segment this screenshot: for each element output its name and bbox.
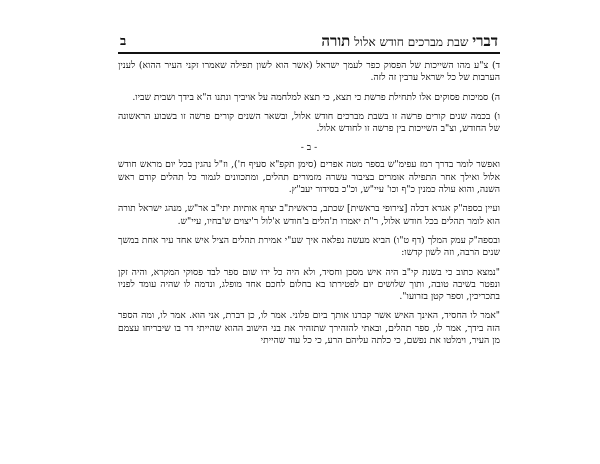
paragraph: ה) סמיכות פסוקים אלו לתחילת פרשת כי תצא, כי תצא למלחמה על אויביך ונתנו ה"א בידך ושבית שביו. bbox=[132, 91, 500, 103]
section-divider: - ב - bbox=[300, 142, 318, 154]
paragraph: ו) בכמה שנים קורים פרשה זו בשבת מברכים חודש אלול, ובשאר השנים קורים פרשה זו בשבוע הראשונה של החודש, וצ"ב השייכות בין פרשה זו לחודש אלול. bbox=[118, 110, 500, 135]
paragraph: ואפשר לומר בדרך רמז עפימ"ש בספר מטה אפרים (סימן תקפ"א סעיף ח'), וז"ל נהגין בכל יום מראש חודש אלול ואילך אחר התפילה אומרים בציבור עשרה מזמורים תהלים, ומתכוונים לגמור כל תהלים קודם ראש השנה, והוא עולה כמנין כ"ף וכו' עיי"ש, וכ"כ בסידור יעב"ץ. bbox=[118, 159, 500, 196]
header-title-end: תורה bbox=[321, 32, 351, 50]
paragraph: "אמר לו החסיד, האינך האיש אשר קברנו אותך ביום פלוני. אמר לו, כן דברת, אני הוא. אמר לו, ומה הספר הזה בידך, אמר לו, ספר תהלים, ובאתי להזהירך שתזהיר את בני הישוב ההוא שהייתי דר בו שיבריחו עצמם מן העיר, וימלטו את נפשם, כי כלתה עליהם הרע, כי כל עוד שהייתי bbox=[118, 310, 500, 347]
running-header bbox=[118, 32, 500, 54]
document-page bbox=[118, 32, 500, 354]
paragraph: "נמצא כתוב כי בשנת קי"ב היה איש מסכן וחסיד, ולא היה כל ידו שום ספר לבד פסוקי המקרא, והיה זקן ונפטר בשיבה טובה, ותוך שלושים יום לפטירתו בא בחלום לחכם אחד מופלג, ונדמה לו שהיה עומד לפניו בתכריכין, וספר קטן בזרועו". bbox=[118, 266, 500, 303]
paragraph: ובספה"ק עמק המלך (דף ט"ו) הביא מעשה נפלאה איך שע"י אמירת תהלים הציל איש אחד עיר אחת במשך שנים הרבה, וזה לשון קדשו: bbox=[118, 234, 500, 259]
paragraph: ועיין בספה"ק אגרא דכלה [צירופי בראשית] שכתב, בראשית"ב יצרף אותיות יתי"ב אר"ש, מנהג ישראל תורה הוא לומר תהלים בכל חודש אלול, ר"ת יאמרו ת'הלים ב'חודש א'לול ר'יצוים ש'בחיו, עיי"ש. bbox=[118, 203, 500, 227]
page-number: ב bbox=[120, 34, 127, 49]
header-title-word: דברי bbox=[472, 32, 498, 50]
header-title bbox=[321, 32, 498, 51]
header-title-middle: שבת מברכים חודש אלול bbox=[354, 35, 469, 49]
paragraph: ד) צ"ע מהו השייכות של הפסוק כפר לעמך ישראל (אשר הוא לשון תפילה שאמרו זקני העיר ההוא) לענין הערבות של כל ישראל ערבין זה לזה. bbox=[118, 60, 500, 84]
